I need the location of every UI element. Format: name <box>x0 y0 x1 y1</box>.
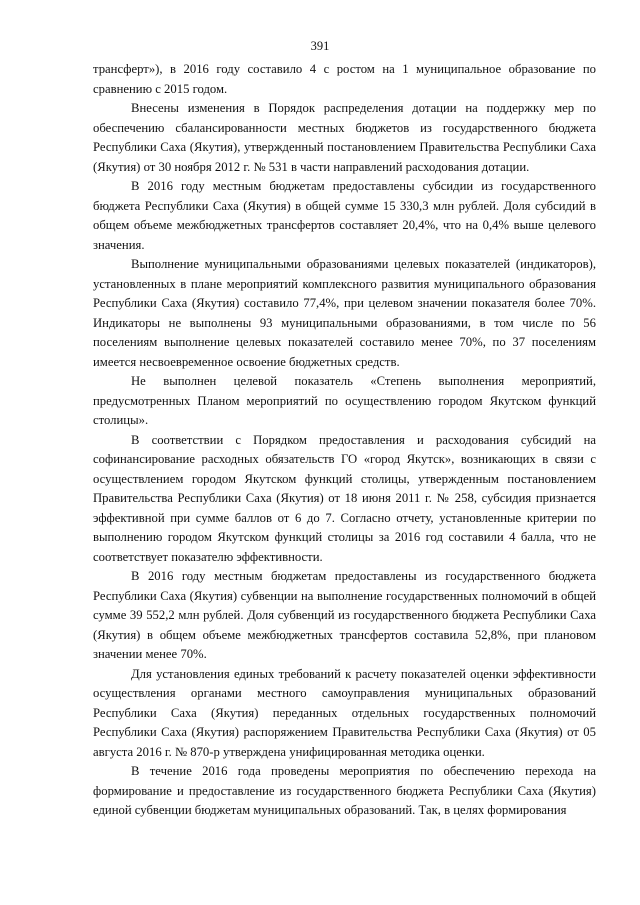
paragraph-6: В соответствии с Порядком предоставления и расходования субсидий на софинансирование расходных обязательств ГО «город Якутск», возникающих в связи с осуществлением городом Якутском функций столицы, утвержденным постановлением Правительства Республики Саха (Якутия) от 18 июня 2011 г. № 258, субсидия признается эффективной при сумме баллов от 6 до 7. Согласно отчету, установленные критерии по выполнению городом Якутском функций столицы за 2016 год составили 4 балла, что не соответствует показателю эффективности. <box>93 432 596 564</box>
paragraph-4: Выполнение муниципальными образованиями целевых показателей (индикаторов), установленных в плане мероприятий комплексного развития муниципального образования Республики Саха (Якутия) составило 77,4%, при целевом значении показателя более 70%. Индикаторы не выполнены 93 муниципальными образованиями, в том числе по 56 поселениям выполнение целевых показателей составило менее 70%, по 37 поселениям имеется несвоевременное освоение бюджетных средств. <box>93 257 596 369</box>
paragraph-8: Для установления единых требований к расчету показателей оценки эффективности осуществления органами местного самоуправления муниципальных образований Республики Саха (Якутия) переданных отдельных государственных полномочий Республики Саха (Якутия) распоряжением Правительства Республики Саха (Якутия) от 05 августа 2016 г. № 870-р утверждена унифицированная методика оценки. <box>93 666 596 759</box>
paragraph-7: В 2016 году местным бюджетам предоставлены из государственного бюджета Республики Саха (Якутия) субвенции на выполнение государственных полномочий в общей сумме 39 552,2 млн рублей. Доля субвенций из государственного бюджета Республики Саха (Якутия) в общем объеме межбюджетных трансфертов составила 52,8%, при плановом значении менее 70%. <box>93 569 596 661</box>
document-body <box>93 60 596 821</box>
paragraph-5: Не выполнен целевой показатель «Степень выполнения мероприятий, предусмотренных Планом мероприятий по осуществлению городом Якутском функций столицы». <box>93 374 596 427</box>
page-number: 391 <box>310 39 330 53</box>
paragraph-1: трансферт»), в 2016 году составило 4 с ростом на 1 муниципальное образование по сравнению с 2015 годом. <box>93 62 596 96</box>
paragraph-3: В 2016 году местным бюджетам предоставлены субсидии из государственного бюджета Республики Саха (Якутия) в общей сумме 15 330,3 млн рублей. Доля субсидий в общем объеме межбюджетных трансфертов составляет 20,4%, что на 0,4% выше целевого значения. <box>93 179 596 252</box>
paragraph-2: Внесены изменения в Порядок распределения дотации на поддержку мер по обеспечению сбалансированности местных бюджетов из государственного бюджета Республики Саха (Якутия), утвержденный постановлением Правительства Республики Саха (Якутия) от 30 ноября 2012 г. № 531 в части направлений расходования дотации. <box>93 101 596 174</box>
paragraph-9: В течение 2016 года проведены мероприятия по обеспечению перехода на формирование и предоставление из государственного бюджета Республики Саха (Якутия) единой субвенции бюджетам муниципальных образований. Так, в целях формирования <box>93 764 596 817</box>
